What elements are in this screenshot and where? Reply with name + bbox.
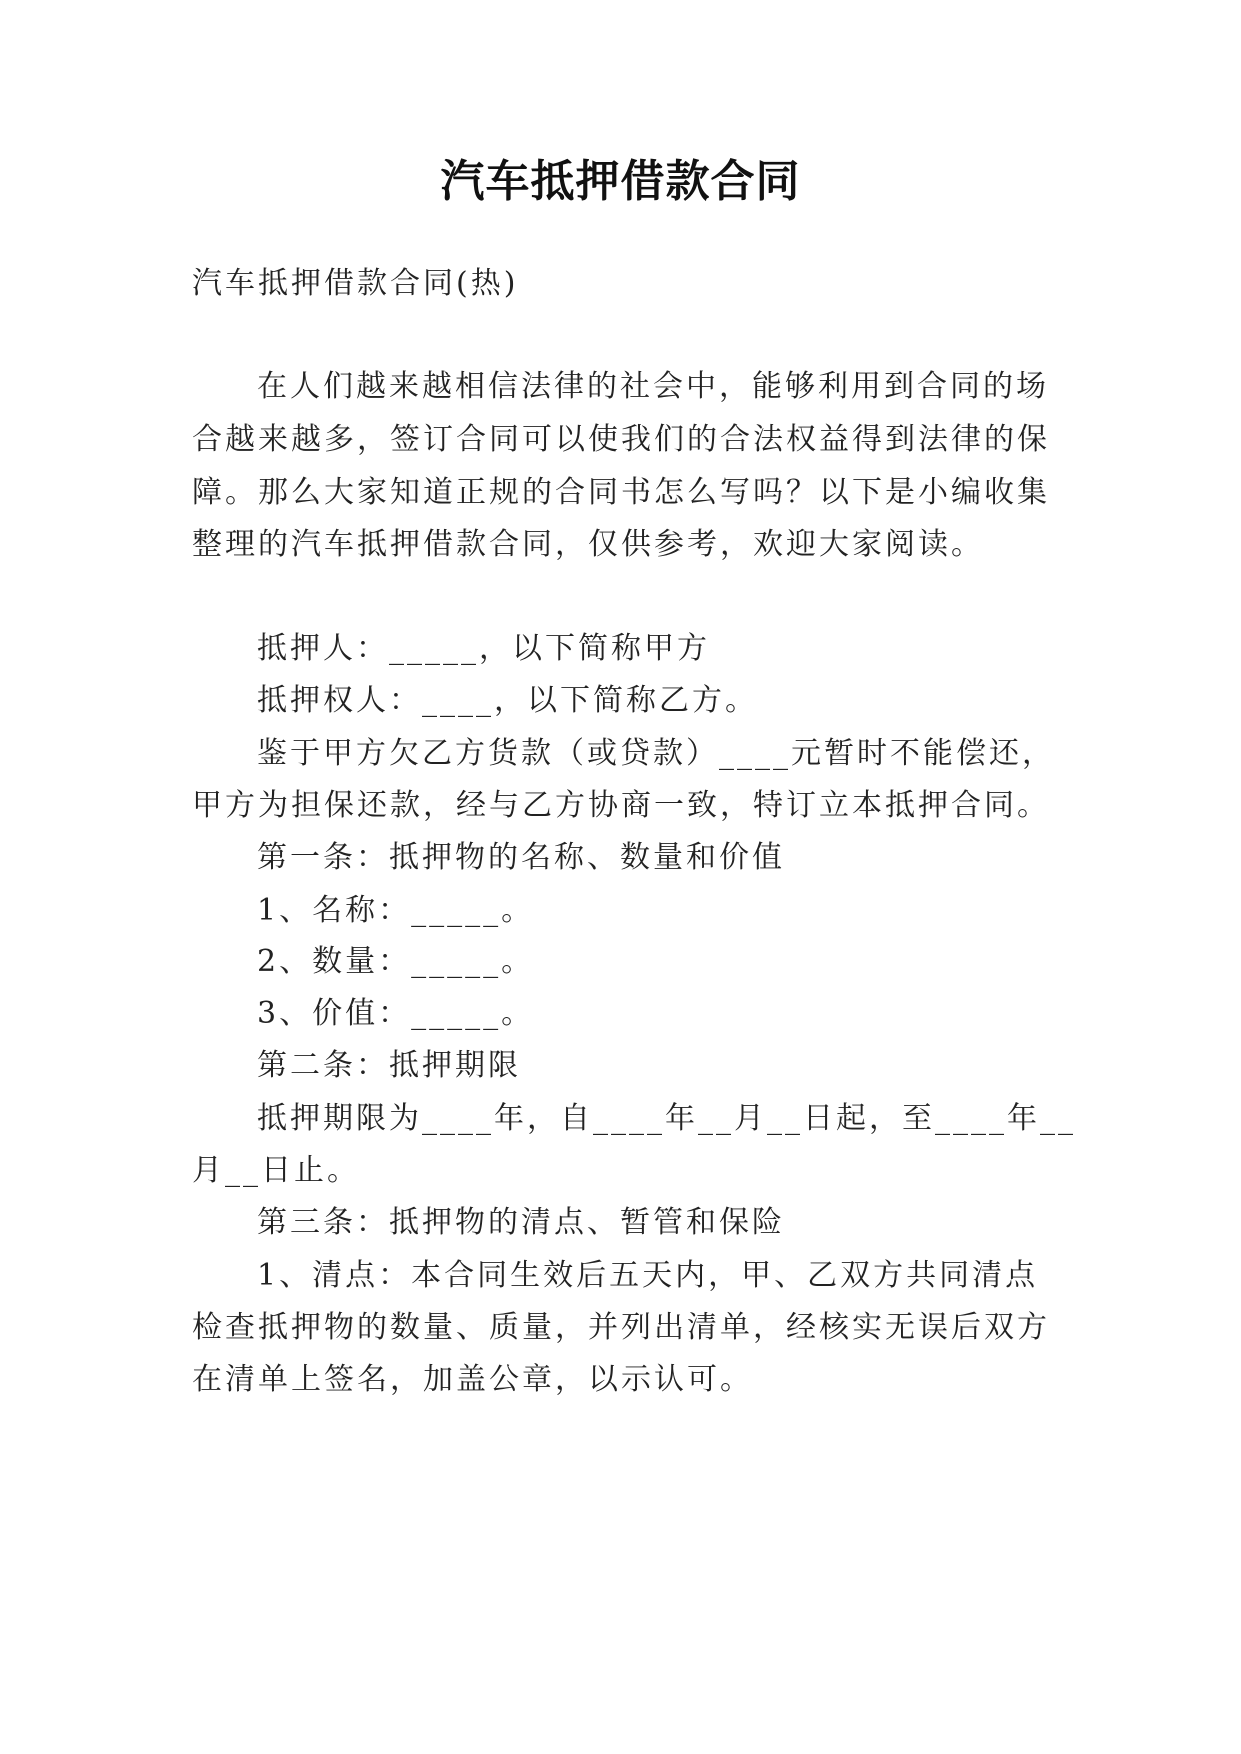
recital-line: 鉴于甲方欠乙方货款（或贷款）____元暂时不能偿还， bbox=[257, 736, 1055, 771]
clause-item: 3、价值：_____。 bbox=[257, 996, 535, 1031]
intro-line: 整理的汽车抵押借款合同，仅供参考，欢迎大家阅读。 bbox=[192, 527, 984, 562]
clause-text: 抵押期限为____年，自____年__月__日起，至____年__ bbox=[257, 1101, 1076, 1136]
clause-text: 月__日止。 bbox=[192, 1153, 360, 1188]
clause-text: 1、清点：本合同生效后五天内，甲、乙双方共同清点 bbox=[257, 1258, 1039, 1293]
intro-line: 合越来越多，签订合同可以使我们的合法权益得到法律的保 bbox=[192, 422, 1050, 457]
recital-line: 甲方为担保还款，经与乙方协商一致，特订立本抵押合同。 bbox=[192, 788, 1050, 823]
mortgagee-line: 抵押权人：____，以下简称乙方。 bbox=[257, 683, 758, 718]
clause-item: 1、名称：_____。 bbox=[257, 893, 535, 928]
clause-text: 在清单上签名，加盖公章，以示认可。 bbox=[192, 1362, 753, 1397]
mortgagor-line: 抵押人：_____，以下简称甲方 bbox=[257, 631, 710, 666]
clause-item: 2、数量：_____。 bbox=[257, 944, 535, 979]
clause-text: 检查抵押物的数量、质量，并列出清单，经核实无误后双方 bbox=[192, 1310, 1050, 1345]
article-heading: 第一条：抵押物的名称、数量和价值 bbox=[257, 840, 785, 875]
document-subtitle: 汽车抵押借款合同(热) bbox=[192, 266, 519, 301]
article-heading: 第三条：抵押物的清点、暂管和保险 bbox=[257, 1205, 785, 1240]
intro-line: 障。那么大家知道正规的合同书怎么写吗？以下是小编收集 bbox=[192, 475, 1050, 510]
intro-line: 在人们越来越相信法律的社会中，能够利用到合同的场 bbox=[257, 369, 1049, 404]
document-title: 汽车抵押借款合同 bbox=[440, 156, 801, 207]
article-heading: 第二条：抵押期限 bbox=[257, 1048, 521, 1083]
